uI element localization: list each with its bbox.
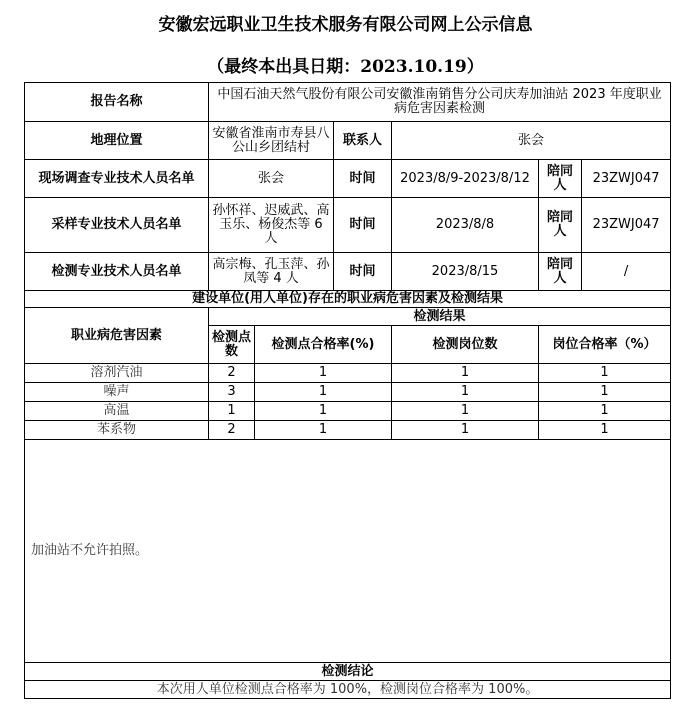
table-row [25, 364, 671, 383]
table-row [25, 402, 671, 421]
col-post-rate: 岗位合格率（%） [539, 326, 671, 364]
contact-label: 联系人 [334, 122, 392, 160]
photo-note: 加油站不允许拍照。 [25, 440, 671, 663]
survey-escort: 23ZWJ047 [582, 160, 671, 198]
testing-escort: / [582, 253, 671, 291]
sampling-label: 采样专业技术人员名单 [25, 198, 209, 253]
results-header-row [25, 308, 671, 326]
col-points: 检测点数 [209, 326, 255, 364]
factor-header: 职业病危害因素 [25, 308, 209, 364]
factor-cell: 溶剂汽油 [25, 364, 209, 383]
report-row [25, 83, 671, 122]
post-rate-cell: 1 [539, 364, 671, 383]
sampling-staff: 孙怀祥、迟威武、高玉乐、杨俊杰等 6 人 [209, 198, 334, 253]
col-point-rate: 检测点合格率(%) [255, 326, 392, 364]
photo-area-row [25, 440, 671, 663]
point-rate-cell: 1 [255, 364, 392, 383]
points-cell: 2 [209, 364, 255, 383]
post-rate-cell: 1 [539, 421, 671, 440]
factor-cell: 苯系物 [25, 421, 209, 440]
page-title: 安徽宏远职业卫生技术服务有限公司网上公示信息 [158, 15, 533, 35]
sampling-time: 2023/8/8 [392, 198, 539, 253]
conclusion-text: 本次用人单位检测点合格率为 100%，检测岗位合格率为 100%。 [25, 681, 671, 699]
factor-cell: 高温 [25, 402, 209, 421]
conclusion-text-row [25, 681, 671, 699]
points-cell: 3 [209, 383, 255, 402]
posts-cell: 1 [392, 383, 539, 402]
survey-row [25, 160, 671, 198]
table-row [25, 383, 671, 402]
survey-staff: 张会 [209, 160, 334, 198]
survey-escort-label: 陪同人 [539, 160, 582, 198]
posts-cell: 1 [392, 421, 539, 440]
testing-staff: 高宗梅、孔玉萍、孙凤等 4 人 [209, 253, 334, 291]
location-label: 地理位置 [25, 122, 209, 160]
points-cell: 2 [209, 421, 255, 440]
location-row [25, 122, 671, 160]
testing-time-label: 时间 [334, 253, 392, 291]
factor-cell: 噪声 [25, 383, 209, 402]
point-rate-cell: 1 [255, 402, 392, 421]
result-header: 检测结果 [209, 308, 671, 326]
survey-time-label: 时间 [334, 160, 392, 198]
report-value: 中国石油天然气股份有限公司安徽淮南销售分公司庆寿加油站 2023 年度职业病危害因素检测 [209, 83, 671, 122]
issue-date: （最终本出具日期：2023.10.19） [207, 57, 484, 77]
testing-row [25, 253, 671, 291]
report-label: 报告名称 [25, 83, 209, 122]
points-cell: 1 [209, 402, 255, 421]
conclusion-title: 检测结论 [25, 663, 671, 681]
point-rate-cell: 1 [255, 383, 392, 402]
testing-label: 检测专业技术人员名单 [25, 253, 209, 291]
posts-cell: 1 [392, 364, 539, 383]
survey-label: 现场调查专业技术人员名单 [25, 160, 209, 198]
sampling-row [25, 198, 671, 253]
survey-time: 2023/8/9-2023/8/12 [392, 160, 539, 198]
testing-time: 2023/8/15 [392, 253, 539, 291]
point-rate-cell: 1 [255, 421, 392, 440]
results-section-row [25, 291, 671, 308]
post-rate-cell: 1 [539, 402, 671, 421]
sampling-escort: 23ZWJ047 [582, 198, 671, 253]
sampling-time-label: 时间 [334, 198, 392, 253]
conclusion-title-row [25, 663, 671, 681]
post-rate-cell: 1 [539, 383, 671, 402]
disclosure-table [24, 82, 671, 699]
contact-value: 张会 [392, 122, 671, 160]
sampling-escort-label: 陪同人 [539, 198, 582, 253]
testing-escort-label: 陪同人 [539, 253, 582, 291]
posts-cell: 1 [392, 402, 539, 421]
table-row [25, 421, 671, 440]
col-posts: 检测岗位数 [392, 326, 539, 364]
location-value: 安徽省淮南市寿县八公山乡团结村 [209, 122, 334, 160]
results-section-title: 建设单位(用人单位)存在的职业病危害因素及检测结果 [25, 291, 671, 308]
